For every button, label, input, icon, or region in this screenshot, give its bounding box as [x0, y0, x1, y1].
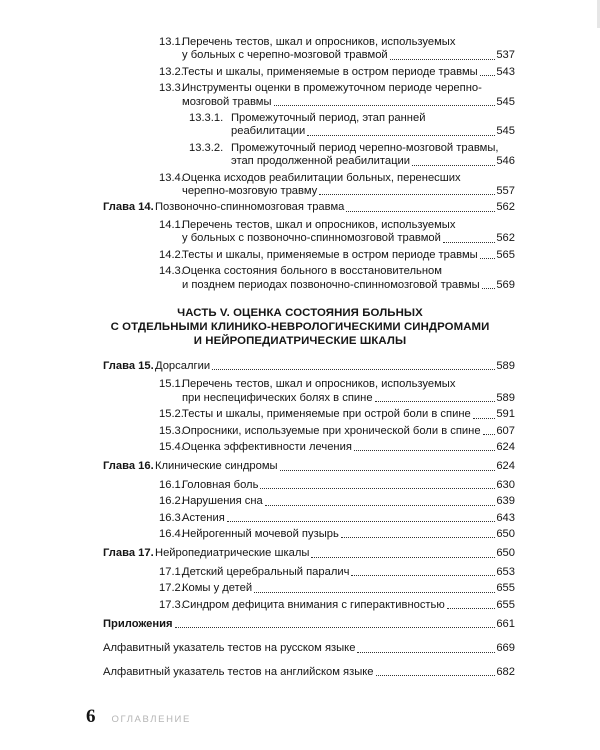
entry-title-line-2: черепно-мозговую травму	[182, 185, 318, 198]
running-section-title: ОГЛАВЛЕНИЕ	[111, 714, 191, 725]
index-russian-title: Алфавитный указатель тестов на русском языке	[103, 642, 356, 655]
dot-leader	[175, 627, 496, 628]
dot-leader	[480, 75, 496, 76]
toc-entry-14-2[interactable]	[159, 249, 515, 262]
entry-title-line-2: этап продолженной реабилитации	[231, 155, 411, 168]
entry-title: Тесты и шкалы, применяемые в остром периоде травмы	[182, 248, 478, 261]
page-number: 607	[496, 424, 515, 437]
entry-title: Детский церебральный паралич	[182, 565, 350, 578]
entry-title-line-2: мозговой травмы	[182, 95, 272, 108]
entry-number: 16.2.	[159, 495, 184, 508]
entry-number: 17.2.	[159, 582, 184, 595]
toc-chapter-15[interactable]	[103, 360, 515, 373]
toc-entry-14-3[interactable]	[159, 265, 515, 292]
entry-number: 16.3.	[159, 511, 184, 524]
entry-title: Опросники, используемые при хронической боли в спине	[182, 424, 481, 437]
entry-title-line-1: Оценка исходов реабилитации больных, перенесших	[182, 171, 461, 184]
dot-leader	[443, 242, 495, 243]
entry-number: 13.2.	[159, 65, 184, 78]
appendices-title: Приложения	[103, 618, 173, 630]
chapter-label: Глава 15.	[103, 359, 154, 372]
entry-number: 14.3.	[159, 265, 184, 278]
dot-leader	[254, 592, 495, 593]
dot-leader	[390, 59, 496, 60]
toc-entry-17-1[interactable]	[159, 566, 515, 579]
entry-title-line-1: Промежуточный период, этап ранней	[231, 112, 426, 125]
chapter-title: Клинические синдромы	[155, 460, 278, 473]
page-number: 562	[496, 232, 515, 245]
dot-leader	[260, 488, 495, 489]
toc-entry-13-4[interactable]	[159, 172, 515, 199]
dot-leader	[341, 537, 496, 538]
page-number: 546	[496, 155, 515, 168]
dot-leader	[319, 194, 495, 195]
toc-entry-15-1[interactable]	[159, 378, 515, 405]
entry-number: 13.4.	[159, 171, 184, 184]
toc-entry-13-2[interactable]	[159, 66, 515, 79]
toc-index-russian[interactable]	[103, 642, 515, 655]
page-number: 639	[496, 495, 515, 508]
dot-leader	[375, 401, 496, 402]
entry-title-line-2: у больных с черепно-мозговой травмой	[182, 49, 388, 62]
entry-title-line-2: и позднем периодах позвоночно-спинномозговой травмы	[182, 278, 480, 291]
dot-leader	[227, 521, 496, 522]
entry-title: Головная боль	[182, 478, 259, 491]
entry-title-line-2: реабилитации	[231, 125, 306, 138]
entry-number: 13.3.	[159, 82, 184, 95]
page-number: 661	[496, 618, 515, 630]
entry-title-line-1: Перечень тестов, шкал и опросников, используемых	[182, 218, 456, 231]
chapter-label: Глава 16.	[103, 460, 154, 473]
page-number: 655	[496, 582, 515, 595]
entry-number: 15.3.	[159, 424, 184, 437]
part-heading-line-3: И НЕЙРОПЕДИАТРИЧЕСКИЕ ШКАЛЫ	[193, 334, 407, 347]
dot-leader	[376, 675, 496, 676]
chapter-label: Глава 14.	[103, 201, 154, 214]
chapter-label: Глава 17.	[103, 547, 154, 560]
toc-entry-14-1[interactable]	[159, 219, 515, 246]
entry-title: Тесты и шкалы, применяемые в остром периоде травмы	[182, 65, 478, 78]
entry-title-line-2: при неспецифических болях в спине	[182, 391, 373, 404]
part-heading-line-1: ЧАСТЬ V. ОЦЕНКА СОСТОЯНИЯ БОЛЬНЫХ	[177, 306, 423, 319]
index-english-title: Алфавитный указатель тестов на английском языке	[103, 665, 374, 678]
page-footer	[86, 706, 191, 728]
toc-entry-16-4[interactable]	[159, 528, 515, 541]
entry-number: 17.1.	[159, 565, 184, 578]
entry-number: 14.1.	[159, 218, 184, 231]
page-number: 543	[496, 65, 515, 78]
toc-entry-13-1[interactable]	[159, 36, 515, 63]
page-number: 569	[496, 278, 515, 291]
dot-leader	[473, 418, 496, 419]
chapter-title: Нейропедиатрические шкалы	[155, 547, 310, 560]
page-number: 669	[496, 642, 515, 655]
dot-leader	[480, 258, 496, 259]
entry-number: 13.3.1.	[189, 112, 224, 125]
toc-chapter-17[interactable]	[103, 547, 515, 560]
entry-title: Комы у детей	[182, 582, 253, 595]
page-number: 557	[496, 185, 515, 198]
page-number: 624	[496, 460, 515, 473]
entry-number: 15.2.	[159, 408, 184, 421]
toc-chapter-16[interactable]	[103, 460, 515, 473]
page-number: 653	[496, 565, 515, 578]
entry-title: Оценка эффективности лечения	[182, 440, 352, 453]
dot-leader	[274, 105, 496, 106]
entry-number: 14.2.	[159, 248, 184, 261]
entry-number: 15.1.	[159, 378, 184, 391]
dot-leader	[311, 557, 495, 558]
dot-leader	[346, 211, 495, 212]
dot-leader	[212, 369, 495, 370]
page-number: 682	[496, 665, 515, 678]
page-number: 589	[496, 391, 515, 404]
toc-index-english[interactable]	[103, 666, 515, 679]
entry-number: 13.1.	[159, 36, 184, 48]
page-number: 545	[496, 125, 515, 138]
entry-number: 16.1.	[159, 478, 184, 491]
entry-title-line-1: Перечень тестов, шкал и опросников, используемых	[182, 36, 456, 48]
entry-title: Нарушения сна	[182, 495, 263, 508]
part-heading	[0, 306, 600, 348]
dot-leader	[482, 288, 496, 289]
entry-title: Синдром дефицита внимания с гиперактивностью	[182, 598, 445, 611]
page-number: 643	[496, 511, 515, 524]
page-number: 655	[496, 598, 515, 611]
page-number: 537	[496, 49, 515, 62]
folio-page-number: 6	[86, 706, 96, 727]
entry-title-line-1: Перечень тестов, шкал и опросников, используемых	[182, 378, 456, 391]
page-number: 545	[496, 95, 515, 108]
entry-title-line-2: у больных с позвоночно-спинномозговой травмой	[182, 232, 441, 245]
toc-chapter-14[interactable]	[103, 201, 515, 214]
page-number: 562	[496, 201, 515, 214]
toc-entry-16-2[interactable]	[159, 495, 515, 508]
entry-number: 17.3.	[159, 598, 184, 611]
part-heading-line-2: С ОТДЕЛЬНЫМИ КЛИНИКО-НЕВРОЛОГИЧЕСКИМИ СИНДРОМАМИ	[110, 320, 490, 333]
dot-leader	[354, 450, 495, 451]
toc-entry-15-2[interactable]	[159, 408, 515, 421]
entry-title-line-1: Инструменты оценки в промежуточном периоде черепно-	[182, 82, 482, 95]
dot-leader	[280, 470, 496, 471]
entry-title: Астения	[182, 511, 225, 524]
dot-leader	[357, 652, 495, 653]
entry-number: 16.4.	[159, 527, 184, 540]
chapter-title: Позвоночно-спинномозговая травма	[155, 201, 345, 214]
table-of-contents	[0, 36, 600, 679]
entry-title-line-1: Оценка состояния больного в восстановительном	[182, 265, 442, 278]
dot-leader	[307, 135, 495, 136]
page-number: 630	[496, 478, 515, 491]
toc-entry-13-3-2[interactable]	[189, 142, 515, 169]
dot-leader	[412, 165, 495, 166]
toc-entry-17-3[interactable]	[159, 599, 515, 612]
toc-entry-13-3-1[interactable]	[189, 112, 515, 139]
toc-entry-16-3[interactable]	[159, 512, 515, 525]
dot-leader	[351, 575, 495, 576]
toc-entry-13-3[interactable]	[159, 82, 515, 109]
page-number: 650	[496, 547, 515, 560]
page-number: 565	[496, 248, 515, 261]
chapter-title: Дорсалгии	[155, 359, 211, 372]
entry-title-line-1: Промежуточный период черепно-мозговой травмы,	[231, 141, 499, 154]
toc-entry-17-2[interactable]	[159, 582, 515, 595]
toc-entry-16-1[interactable]	[159, 479, 515, 492]
dot-leader	[483, 434, 496, 435]
entry-title: Нейрогенный мочевой пузырь	[182, 527, 339, 540]
toc-entry-15-3[interactable]	[159, 425, 515, 438]
page-number: 650	[496, 527, 515, 540]
entry-title: Тесты и шкалы, применяемые при острой боли в спине	[182, 408, 471, 421]
entry-number: 13.3.2.	[189, 141, 224, 154]
page-number: 624	[496, 440, 515, 453]
toc-appendices[interactable]	[103, 618, 515, 631]
entry-number: 15.4.	[159, 440, 184, 453]
toc-entry-15-4[interactable]	[159, 441, 515, 454]
page-number: 589	[496, 359, 515, 372]
dot-leader	[447, 608, 496, 609]
dot-leader	[265, 505, 496, 506]
page-number: 591	[496, 408, 515, 421]
